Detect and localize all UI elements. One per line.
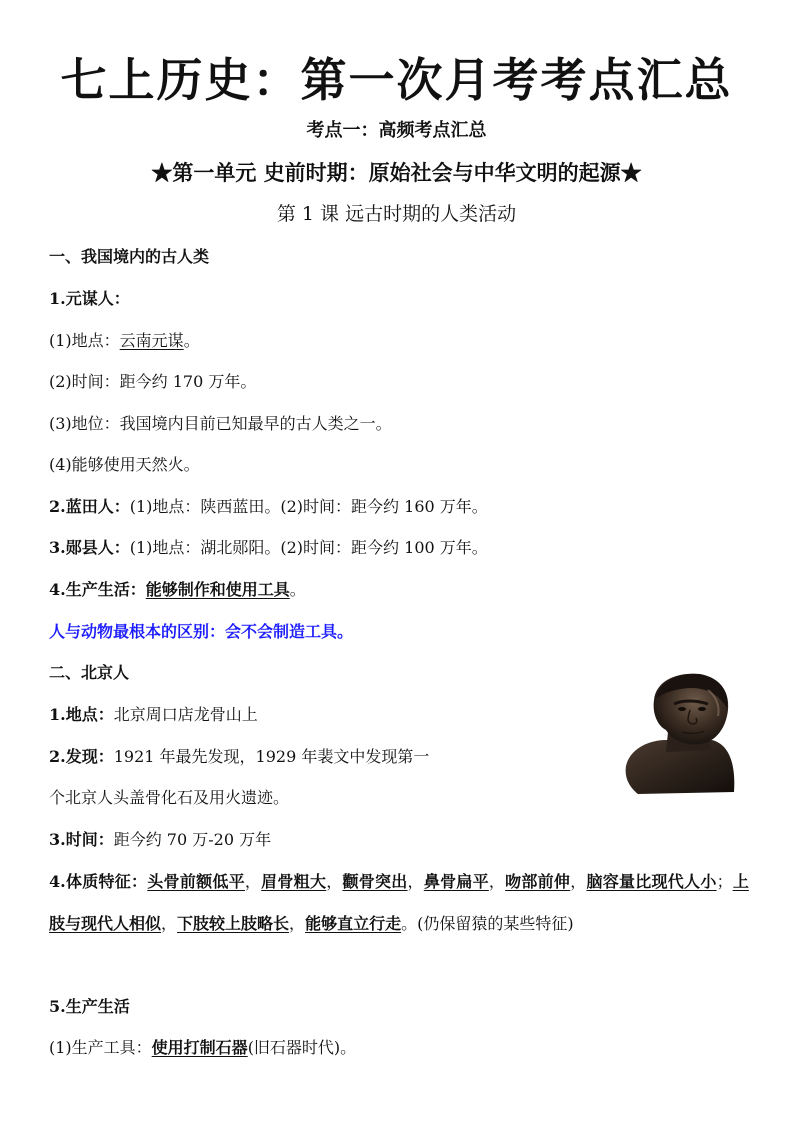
yuanmou-location-prefix: (1)地点： [49,331,120,350]
physique-feature-nose: 鼻骨扁平 [423,872,489,891]
production-value: 能够制作和使用工具 [145,580,290,599]
section-heading-peking-man: 二、北京人 [49,663,130,682]
production-line [49,578,306,602]
physique-separator: ， [161,914,178,933]
peking-location-label: 1.地点： [49,705,114,724]
lantian-text: (1)地点：陕西蓝田。(2)时间：距今约 160 万年。 [129,497,488,516]
yuanmou-location-line [49,329,200,353]
yuanmou-time-line: (2)时间：距今约 170 万年。 [49,372,257,391]
peking-time-text: 距今约 70 万-20 万年 [113,830,272,849]
physique-feature-snout: 吻部前伸 [505,872,571,891]
peking-location-line [49,703,258,727]
physique-separator: ， [244,872,262,891]
peking-discovery-label: 2.发现： [49,747,114,766]
peking-time-label: 3.时间： [49,830,114,849]
peking-physique-paragraph [49,861,749,945]
peking-discovery-text-1: 1921 年最先发现，1929 年裴文中发现第一 [113,747,430,766]
peking-discovery-line [49,745,429,769]
physique-separator: ， [289,914,306,933]
peking-tools-prefix: (1)生产工具： [49,1038,152,1057]
physique-separator: ， [326,872,343,891]
key-point-highlight: 人与动物最根本的区别：会不会制造工具。 [49,622,354,641]
physique-tail: 。(仍保留猿的某些特征) [401,914,574,933]
physique-feature-forehead: 头骨前额低平 [147,872,245,891]
physique-feature-brain: 脑容量比现代人小 [586,872,717,891]
peking-man-bust-image [616,670,741,798]
physique-label: 4.体质特征： [49,872,148,891]
physique-separator: ， [570,872,587,891]
lantian-line [49,495,488,519]
exam-point-subtitle: 考点一：高频考点汇总 [306,120,487,141]
document-title: 七上历史：第一次月考考点汇总 [60,53,733,107]
physique-feature-upright: 能够直立行走 [305,914,402,933]
physique-feature-cheekbone: 颧骨突出 [342,872,408,891]
yuanmou-location-value: 云南元谋 [119,331,184,350]
yuanmou-location-suffix: 。 [183,331,200,350]
peking-time-line [49,828,271,852]
production-suffix: 。 [289,580,306,599]
peking-tools-suffix: (旧石器时代)。 [247,1038,357,1057]
lantian-label: 2.蓝田人： [49,497,130,516]
peking-life-label: 5.生产生活 [49,997,130,1016]
yunxian-text: (1)地点：湖北郧阳。(2)时间：距今约 100 万年。 [129,538,488,557]
yuanmou-fire-line: (4)能够使用天然火。 [49,455,200,474]
physique-separator: ； [716,872,733,891]
yunxian-line [49,536,488,560]
peking-location-text: 北京周口店龙骨山上 [113,705,258,724]
yuanmou-status-line: (3)地位：我国境内目前已知最早的古人类之一。 [49,414,392,433]
peking-tools-value: 使用打制石器 [151,1038,248,1057]
unit-heading: ★第一单元 史前时期：原始社会与中华文明的起源★ [151,160,642,185]
physique-feature-upper-limbs: 上肢与现代人相似 [49,872,749,933]
physique-feature-lower-limbs: 下肢较上肢略长 [177,914,290,933]
physique-feature-brow: 眉骨粗大 [261,872,327,891]
peking-tools-line [49,1036,356,1060]
section-heading-ancient-humans: 一、我国境内的古人类 [49,247,210,266]
yunxian-label: 3.郧县人： [49,538,130,557]
lesson-heading: 第 1 课 远古时期的人类活动 [276,203,517,225]
physique-separator: ， [488,872,506,891]
peking-discovery-text-2: 个北京人头盖骨化石及用火遗迹。 [49,788,290,807]
yuanmou-label: 1.元谋人： [49,289,130,308]
production-label: 4.生产生活： [49,580,146,599]
physique-separator: ， [407,872,424,891]
